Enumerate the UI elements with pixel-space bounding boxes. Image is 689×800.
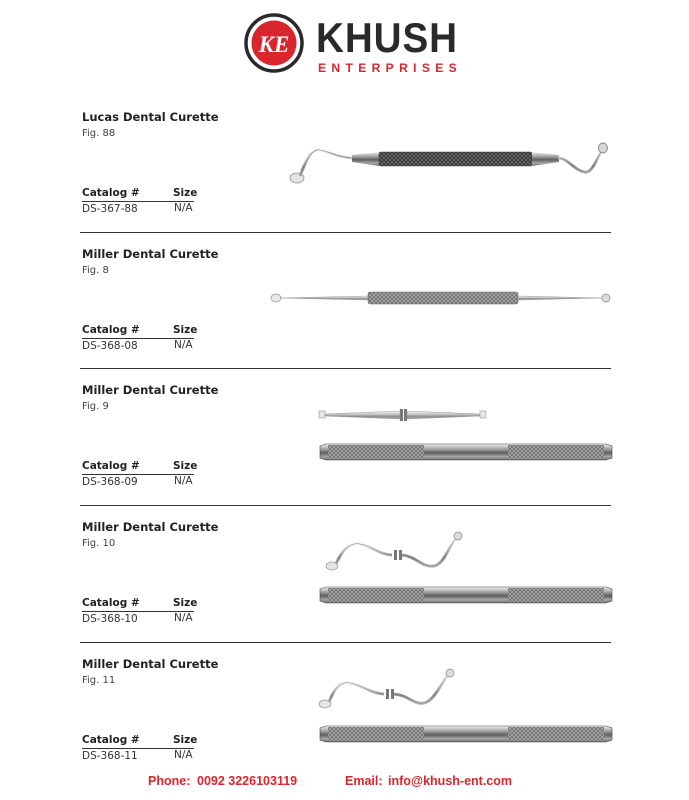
handle-image [318, 584, 614, 606]
email-label: Email: [345, 774, 383, 788]
size-value: N/A [174, 202, 193, 214]
curette-tip-image [318, 405, 498, 425]
brand-name: KHUSH [316, 14, 458, 61]
brand-logo [244, 13, 304, 73]
section-divider [80, 232, 611, 233]
product-name: Miller Dental Curette [82, 657, 219, 671]
size-label: Size [173, 187, 198, 199]
catalog-label: Catalog # [82, 597, 140, 609]
product-name: Miller Dental Curette [82, 520, 219, 534]
catalog-label: Catalog # [82, 460, 140, 472]
size-label: Size [173, 597, 198, 609]
product-name: Miller Dental Curette [82, 383, 219, 397]
catalog-label: Catalog # [82, 324, 140, 336]
footer-contact [0, 774, 689, 792]
section-divider [80, 505, 611, 506]
product-fig: Fig. 9 [82, 401, 109, 412]
size-value: N/A [174, 612, 193, 624]
brand-subtitle: ENTERPRISES [318, 61, 463, 75]
product-entry [0, 247, 689, 384]
size-label: Size [173, 734, 198, 746]
handle-image [318, 723, 614, 745]
size-label: Size [173, 324, 198, 336]
size-value: N/A [174, 749, 193, 761]
header [0, 0, 689, 100]
catalog-header [82, 460, 198, 475]
section-divider [80, 642, 611, 643]
curette-image [268, 287, 614, 309]
catalog-header [82, 597, 198, 612]
size-value: N/A [174, 339, 193, 351]
catalog-header [82, 734, 198, 749]
section-divider [80, 368, 611, 369]
logo-letters: KE [258, 32, 290, 57]
product-name: Miller Dental Curette [82, 247, 219, 261]
product-name: Lucas Dental Curette [82, 110, 219, 124]
catalog-number: DS-368-11 [82, 750, 138, 762]
size-label: Size [173, 460, 198, 472]
size-value: N/A [174, 475, 193, 487]
curette-image [284, 140, 614, 190]
product-fig: Fig. 10 [82, 538, 116, 549]
email-link[interactable]: info@khush-ent.com [388, 774, 512, 788]
catalog-number: DS-368-10 [82, 613, 138, 625]
handle-image [318, 441, 614, 463]
product-entry [0, 520, 689, 657]
product-entry [0, 383, 689, 520]
product-fig: Fig. 11 [82, 675, 116, 686]
catalog-number: DS-367-88 [82, 203, 138, 215]
product-fig: Fig. 88 [82, 128, 116, 139]
curette-tip-image [316, 667, 466, 713]
phone-label: Phone: [148, 774, 191, 788]
product-entry [0, 110, 689, 247]
catalog-number: DS-368-09 [82, 476, 138, 488]
phone-number[interactable]: 0092 3226103119 [197, 774, 298, 788]
catalog-label: Catalog # [82, 187, 140, 199]
product-fig: Fig. 8 [82, 265, 109, 276]
catalog-header [82, 187, 198, 202]
catalog-label: Catalog # [82, 734, 140, 746]
curette-tip-image [322, 528, 472, 576]
catalog-header [82, 324, 198, 339]
catalog-number: DS-368-08 [82, 340, 138, 352]
